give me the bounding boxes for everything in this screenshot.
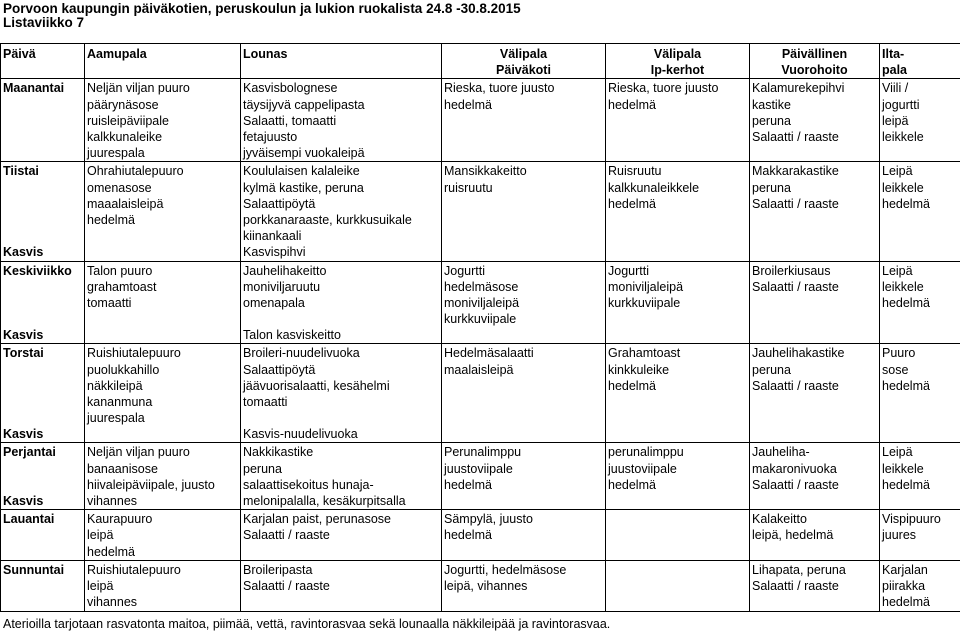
menu-line: Salaatti / raaste (752, 477, 839, 492)
col-header-paivallinen: Päivällinen Vuorohoito (750, 44, 880, 79)
menu-line: hedelmä (882, 196, 930, 211)
menu-line: Jogurtti (444, 263, 485, 278)
menu-line: Ruishiutalepuuro (87, 562, 181, 577)
menu-line: Leipä (882, 164, 913, 179)
menu-line: moniviljaruutu (243, 279, 321, 294)
menu-line: leikkele (882, 130, 924, 145)
menu-line: näkkileipä (87, 378, 143, 393)
menu-line: kurkkuviipale (608, 296, 681, 311)
iltapala-cell (880, 261, 960, 344)
menu-line: Leipä (882, 445, 913, 460)
page-title: Porvoon kaupungin päiväkotien, peruskoulun ja lukion ruokalista 24.8 -30.8.2015 (3, 1, 521, 16)
day-row (1, 79, 960, 162)
menu-line: maaalaisleipä (87, 196, 164, 211)
menu-line: omenapala (243, 296, 305, 311)
menu-line: vihannes (87, 595, 138, 610)
menu-line: Jauheliha- (752, 445, 810, 460)
lounas-cell (241, 261, 442, 344)
menu-line: vihannes (87, 494, 138, 509)
menu-line (243, 311, 439, 327)
menu-line: maalaisleipä (444, 362, 514, 377)
menu-line: Salaatti / raaste (752, 130, 839, 145)
menu-line: jyväisempi vuokaleipä (243, 146, 365, 161)
menu-line: peruna (752, 180, 791, 195)
menu-line: juurespala (87, 146, 145, 161)
day-cell (1, 261, 85, 344)
paivallinen-cell (750, 344, 880, 443)
menu-line: peruna (243, 461, 282, 476)
menu-line: jogurtti (882, 97, 920, 112)
valipala-pk-cell (442, 162, 606, 261)
menu-line: leipä (87, 528, 114, 543)
day-cell (1, 560, 85, 611)
valipala-pk-cell (442, 261, 606, 344)
lounas-cell (241, 560, 442, 611)
menu-line: Kasvispihvi (243, 245, 306, 260)
valipala-ip-cell (606, 344, 750, 443)
menu-line: Sämpylä, juusto (444, 512, 533, 527)
footer-note: Aterioilla tarjotaan rasvatonta maitoa, piimää, vettä, ravintorasvaa sekä lounaalla näkkileipää ja ravintorasvaa. (3, 617, 611, 631)
menu-line: Ruishiutalepuuro (87, 346, 181, 361)
week-label: Listaviikko 7 (3, 15, 85, 30)
menu-line: Neljän viljan puuro (87, 445, 190, 460)
menu-line: leipä (882, 113, 909, 128)
menu-line: leikkele (882, 180, 924, 195)
menu-line: kiinankaali (243, 229, 302, 244)
valipala-pk-cell (442, 510, 606, 561)
menu-line: porkkanaraaste, kurkkusuikale (243, 213, 412, 228)
menu-line: Hedelmäsalaatti (444, 346, 534, 361)
iltapala-cell (880, 510, 960, 561)
menu-line: fetajuusto (243, 130, 298, 145)
menu-line: Karjalan (882, 562, 928, 577)
kasvis-label: Kasvis (3, 245, 44, 260)
menu-line: kalkkunaleikkele (608, 180, 700, 195)
menu-line: kinkkuleike (608, 362, 670, 377)
valipala-ip-cell (606, 261, 750, 344)
menu-line: Kasvisbolognese (243, 81, 338, 96)
aamupala-cell (85, 344, 241, 443)
menu-line: Jogurtti, hedelmäsose (444, 562, 567, 577)
menu-line: Lihapata, peruna (752, 562, 846, 577)
menu-line: Ohrahiutalepuuro (87, 164, 184, 179)
col-header-valipala-ip: Välipala Ip-kerhot (606, 44, 750, 79)
paivallinen-cell (750, 261, 880, 344)
menu-line: Salaatti / raaste (243, 579, 330, 594)
lounas-cell (241, 162, 442, 261)
menu-line: peruna (752, 113, 791, 128)
menu-line: hedelmä (882, 378, 930, 393)
menu-line: kananmuna (87, 395, 153, 410)
menu-line: Makkarakastike (752, 164, 839, 179)
paivallinen-cell (750, 510, 880, 561)
menu-line: leipä, hedelmä (752, 528, 834, 543)
menu-line: Kalakeitto (752, 512, 807, 527)
menu-line: Kaurapuuro (87, 512, 153, 527)
menu-line: melonipalalla, kesäkurpitsalla (243, 494, 406, 509)
menu-line: makaronivuoka (752, 461, 837, 476)
lounas-cell (241, 443, 442, 510)
menu-line: Talon kasviskeitto (243, 328, 341, 343)
menu-line: juures (882, 528, 917, 543)
menu-line: hedelmä (444, 477, 492, 492)
lounas-cell (241, 79, 442, 162)
day-row (1, 560, 960, 611)
menu-line: sose (882, 362, 909, 377)
col-header-aamupala: Aamupala (85, 44, 241, 79)
valipala-pk-cell (442, 560, 606, 611)
menu-line: hedelmä (882, 477, 930, 492)
menu-line: grahamtoast (87, 279, 157, 294)
valipala-ip-cell (606, 560, 750, 611)
menu-line: päärynäsose (87, 97, 159, 112)
menu-line: salaattisekoitus hunaja- (243, 477, 374, 492)
col-header-lounas: Lounas (241, 44, 442, 79)
menu-line: hiivaleipäviipale, juusto (87, 477, 215, 492)
menu-line: Karjalan paist, perunasose (243, 512, 392, 527)
menu-line: banaanisose (87, 461, 158, 476)
col-header-day: Päivä (1, 44, 85, 79)
menu-line: Jauhelihakeitto (243, 263, 327, 278)
day-cell (1, 443, 85, 510)
menu-line: Ruisruutu (608, 164, 662, 179)
iltapala-cell (880, 162, 960, 261)
menu-line: piirakka (882, 579, 926, 594)
menu-line: tomaatti (87, 296, 132, 311)
menu-line: leikkele (882, 461, 924, 476)
menu-line: peruna (752, 362, 791, 377)
menu-line: Salaatti / raaste (752, 378, 839, 393)
menu-line: ruisruutu (444, 180, 493, 195)
menu-line: juustoviipale (444, 461, 513, 476)
menu-line: juurespala (87, 411, 145, 426)
menu-line: Rieska, tuore juusto (444, 81, 555, 96)
menu-line: Mansikkakeitto (444, 164, 527, 179)
menu-line: Kalamurekepihvi (752, 81, 845, 96)
kasvis-label: Kasvis (3, 427, 44, 442)
col-header-iltapala: Ilta- pala (880, 44, 960, 79)
menu-line: Leipä (882, 263, 913, 278)
iltapala-cell (880, 344, 960, 443)
lounas-cell (241, 510, 442, 561)
menu-line: Broileri-nuudelivuoka (243, 346, 360, 361)
day-name: Tiistai (3, 164, 39, 179)
menu-line: Perunalimppu (444, 445, 522, 460)
menu-line: Puuro (882, 346, 916, 361)
menu-line: Salaatti / raaste (243, 528, 330, 543)
valipala-pk-cell (442, 79, 606, 162)
menu-line: Salaatti / raaste (752, 279, 839, 294)
menu-line: Jogurtti (608, 263, 649, 278)
day-cell (1, 510, 85, 561)
menu-line: leipä, vihannes (444, 579, 528, 594)
menu-line: Kasvis-nuudelivuoka (243, 427, 358, 442)
day-name: Sunnuntai (3, 562, 65, 577)
iltapala-cell (880, 443, 960, 510)
menu-line: hedelmä (608, 196, 656, 211)
menu-line: hedelmä (608, 97, 656, 112)
valipala-pk-cell (442, 443, 606, 510)
menu-line: Broileripasta (243, 562, 313, 577)
valipala-ip-cell (606, 443, 750, 510)
menu-line: hedelmä (882, 595, 930, 610)
kasvis-label: Kasvis (3, 328, 44, 343)
day-row (1, 510, 960, 561)
valipala-ip-cell (606, 79, 750, 162)
menu-line: leipä (87, 579, 114, 594)
menu-line: Nakkikastike (243, 445, 314, 460)
iltapala-cell (880, 79, 960, 162)
col-header-valipala-pk: Välipala Päiväkoti (442, 44, 606, 79)
kasvis-label: Kasvis (3, 494, 44, 509)
header-row (1, 44, 960, 79)
menu-line: moniviljaleipä (608, 279, 684, 294)
menu-line: jäävuorisalaatti, kesähelmi (243, 378, 390, 393)
menu-line: Talon puuro (87, 263, 153, 278)
menu-line: kylmä kastike, peruna (243, 180, 364, 195)
valipala-pk-cell (442, 344, 606, 443)
menu-line: moniviljaleipä (444, 296, 520, 311)
paivallinen-cell (750, 560, 880, 611)
lounas-cell (241, 344, 442, 443)
valipala-ip-cell (606, 510, 750, 561)
aamupala-cell (85, 162, 241, 261)
aamupala-cell (85, 261, 241, 344)
aamupala-cell (85, 510, 241, 561)
menu-line: Grahamtoast (608, 346, 681, 361)
menu-line: omenasose (87, 180, 152, 195)
menu-line: hedelmä (87, 544, 135, 559)
menu-line: Salaatti / raaste (752, 196, 839, 211)
valipala-ip-cell (606, 162, 750, 261)
menu-line: hedelmä (87, 213, 135, 228)
menu-line: Salaattipöytä (243, 196, 316, 211)
menu-line: ruisleipäviipale (87, 113, 169, 128)
menu-line: hedelmä (608, 477, 656, 492)
menu-line: hedelmä (608, 378, 656, 393)
menu-line: hedelmäsose (444, 279, 519, 294)
menu-line: Vispipuuro (882, 512, 941, 527)
menu-line: tomaatti (243, 395, 288, 410)
menu-line: leikkele (882, 279, 924, 294)
menu-line: perunalimppu (608, 445, 684, 460)
menu-line: Rieska, tuore juusto (608, 81, 719, 96)
menu-line: kastike (752, 97, 791, 112)
day-name: Perjantai (3, 445, 56, 460)
day-name: Maanantai (3, 81, 65, 96)
menu-line: Jauhelihakastike (752, 346, 845, 361)
menu-line: Salaatti / raaste (752, 579, 839, 594)
day-row (1, 443, 960, 510)
day-row (1, 344, 960, 443)
aamupala-cell (85, 443, 241, 510)
menu-line: Neljän viljan puuro (87, 81, 190, 96)
day-cell (1, 79, 85, 162)
aamupala-cell (85, 560, 241, 611)
aamupala-cell (85, 79, 241, 162)
day-row (1, 162, 960, 261)
menu-line (243, 410, 439, 426)
menu-line: Broilerkiusaus (752, 263, 831, 278)
paivallinen-cell (750, 162, 880, 261)
menu-line: täysijyvä cappelipasta (243, 97, 365, 112)
paivallinen-cell (750, 443, 880, 510)
menu-line: puolukkahillo (87, 362, 160, 377)
menu-line: kurkkuviipale (444, 312, 517, 327)
menu-table (0, 43, 960, 612)
day-name: Lauantai (3, 512, 55, 527)
day-cell (1, 162, 85, 261)
menu-line: Salaattipöytä (243, 362, 316, 377)
day-row (1, 261, 960, 344)
menu-line: kalkkunaleike (87, 130, 163, 145)
menu-line: juustoviipale (608, 461, 677, 476)
menu-line: Viili / (882, 81, 909, 96)
day-name: Torstai (3, 346, 44, 361)
menu-line: hedelmä (444, 528, 492, 543)
menu-line: Salaatti, tomaatti (243, 113, 337, 128)
iltapala-cell (880, 560, 960, 611)
menu-line: hedelmä (444, 97, 492, 112)
day-cell (1, 344, 85, 443)
paivallinen-cell (750, 79, 880, 162)
day-name: Keskiviikko (3, 263, 72, 278)
menu-line: hedelmä (882, 296, 930, 311)
menu-line: Koululaisen kalaleike (243, 164, 360, 179)
